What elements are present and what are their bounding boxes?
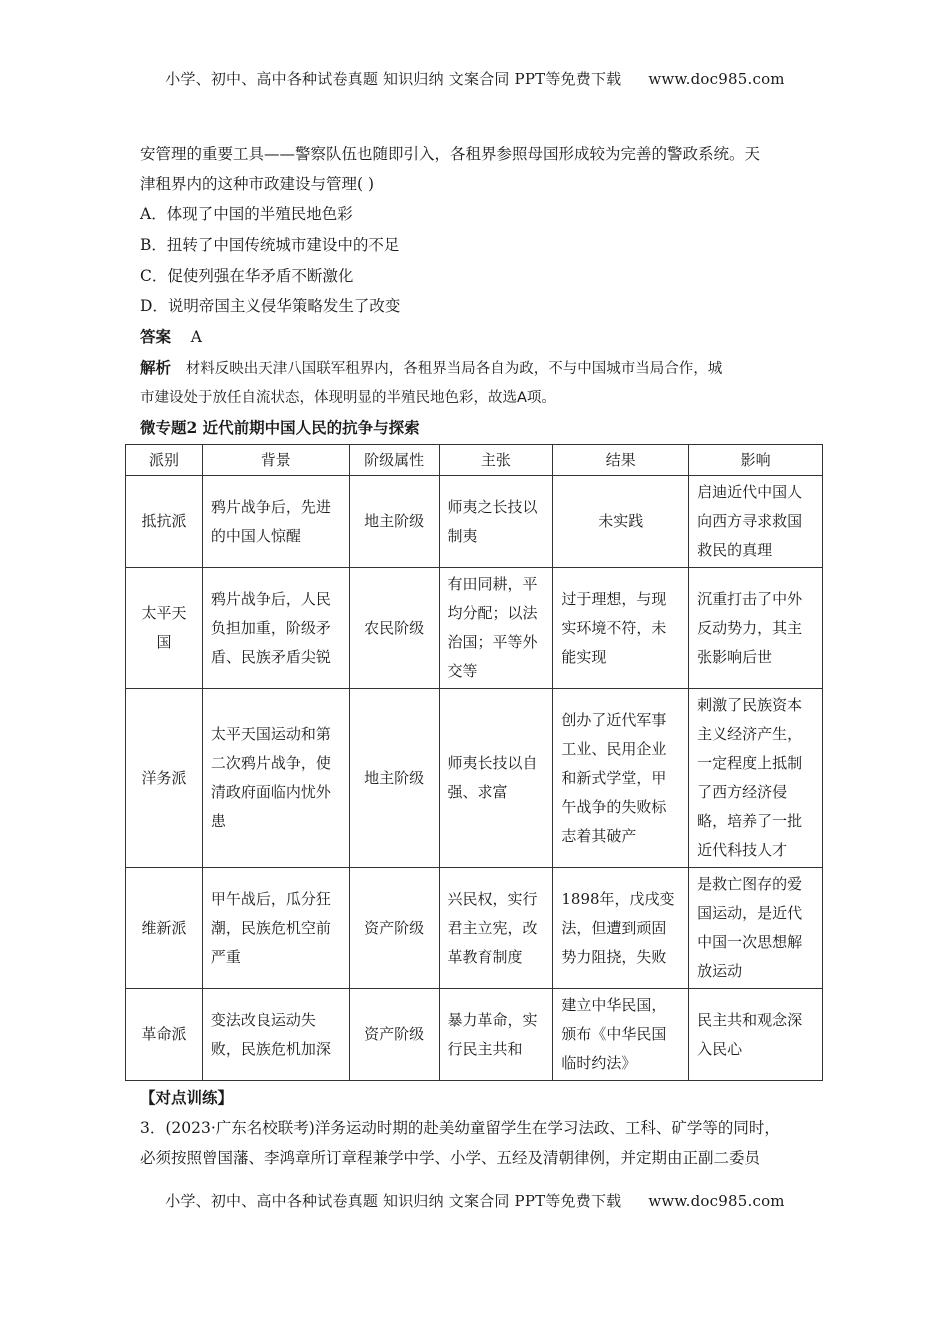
cell-claim: 师夷长技以自强、求富 — [439, 689, 553, 868]
practice-line-1: 3．(2023·广东名校联考)洋务运动时期的赴美幼童留学生在学习法政、工科、矿学等的同时， — [140, 1119, 780, 1137]
cell-class: 农民阶级 — [349, 568, 439, 689]
cell-result: 过于理想，与现实环境不符，未能实现 — [553, 568, 689, 689]
cell-impact: 是救亡图存的爱国运动，是近代中国一次思想解放运动 — [689, 868, 823, 989]
option-d: D．说明帝国主义侵华策略发生了改变 — [140, 297, 401, 315]
table-row — [126, 989, 823, 1081]
cell-impact: 沉重打击了中外反动势力，其主张影响后世 — [689, 568, 823, 689]
answer-value: A — [190, 328, 202, 346]
question-line-2: 津租界内的这种市政建设与管理( ) — [140, 175, 375, 193]
cell-background: 甲午战后，瓜分狂潮，民族危机空前严重 — [202, 868, 349, 989]
cell-result: 创办了近代军事工业、民用企业和新式学堂，甲午战争的失败标志着其破产 — [553, 689, 689, 868]
factions-table — [125, 444, 823, 1081]
practice-line-2: 必须按照曾国藩、李鸿章所订章程兼学中学、小学、五经及清朝律例，并定期由正副二委员 — [140, 1149, 761, 1167]
table-row — [126, 689, 823, 868]
cell-impact: 启迪近代中国人向西方寻求救国救民的真理 — [689, 476, 823, 568]
cell-result: 建立中华民国，颁布《中华民国临时约法》 — [553, 989, 689, 1081]
option-a: A．体现了中国的半殖民地色彩 — [140, 205, 353, 223]
answer-label: 答案 — [140, 327, 172, 346]
header-faction: 派别 — [126, 445, 203, 476]
page-header — [0, 68, 950, 89]
cell-claim: 暴力革命，实行民主共和 — [439, 989, 553, 1081]
analysis-line-2: 市建设处于放任自流状态，体现明显的半殖民地色彩，故选A项。 — [140, 390, 556, 406]
analysis-line-1 — [140, 356, 722, 378]
page-footer — [0, 1190, 950, 1211]
header-result: 结果 — [553, 445, 689, 476]
table-row — [126, 476, 823, 568]
header-class: 阶级属性 — [349, 445, 439, 476]
table-row — [126, 568, 823, 689]
header-background: 背景 — [202, 445, 349, 476]
cell-faction: 太平天国 — [126, 568, 203, 689]
footer-text: 小学、初中、高中各种试卷真题 知识归纳 文案合同 PPT等免费下载 — [165, 1192, 622, 1210]
cell-background: 变法改良运动失败，民族危机加深 — [202, 989, 349, 1081]
question-line-1: 安管理的重要工具——警察队伍也随即引入，各租界参照母国形成较为完善的警政系统。天 — [140, 145, 761, 163]
cell-claim: 兴民权，实行君主立宪，改革教育制度 — [439, 868, 553, 989]
cell-impact: 民主共和观念深入民心 — [689, 989, 823, 1081]
cell-background: 太平天国运动和第二次鸦片战争，使清政府面临内忧外患 — [202, 689, 349, 868]
cell-faction: 抵抗派 — [126, 476, 203, 568]
analysis-label: 解析 — [140, 358, 172, 377]
cell-faction: 革命派 — [126, 989, 203, 1081]
cell-background: 鸦片战争后，人民负担加重，阶级矛盾、民族矛盾尖锐 — [202, 568, 349, 689]
table-row — [126, 868, 823, 989]
cell-result: 未实践 — [553, 476, 689, 568]
cell-faction: 维新派 — [126, 868, 203, 989]
analysis-text-1: 材料反映出天津八国联军租界内，各租界当局各自为政，不与中国城市当局合作，城 — [185, 361, 723, 377]
header-text: 小学、初中、高中各种试卷真题 知识归纳 文案合同 PPT等免费下载 — [165, 70, 622, 88]
cell-claim: 师夷之长技以制夷 — [439, 476, 553, 568]
cell-class: 资产阶级 — [349, 868, 439, 989]
answer — [140, 325, 202, 347]
cell-claim: 有田同耕，平均分配；以法治国；平等外交等 — [439, 568, 553, 689]
option-c: C．促使列强在华矛盾不断激化 — [140, 267, 354, 285]
footer-site-link[interactable]: www.doc985.com — [648, 1192, 785, 1210]
cell-result: 1898年，戊戌变法，但遭到顽固势力阻挠，失败 — [553, 868, 689, 989]
header-claim: 主张 — [439, 445, 553, 476]
table-header-row — [126, 445, 823, 476]
header-impact: 影响 — [689, 445, 823, 476]
header-site-link[interactable]: www.doc985.com — [648, 70, 785, 88]
cell-impact: 刺激了民族资本主义经济产生，一定程度上抵制了西方经济侵略，培养了一批近代科技人才 — [689, 689, 823, 868]
topic-title: 微专题2 近代前期中国人民的抗争与探索 — [140, 418, 420, 437]
cell-background: 鸦片战争后，先进的中国人惊醒 — [202, 476, 349, 568]
practice-heading: 【对点训练】 — [140, 1088, 234, 1107]
option-b: B．扭转了中国传统城市建设中的不足 — [140, 236, 400, 254]
cell-class: 地主阶级 — [349, 476, 439, 568]
cell-class: 地主阶级 — [349, 689, 439, 868]
cell-faction: 洋务派 — [126, 689, 203, 868]
cell-class: 资产阶级 — [349, 989, 439, 1081]
